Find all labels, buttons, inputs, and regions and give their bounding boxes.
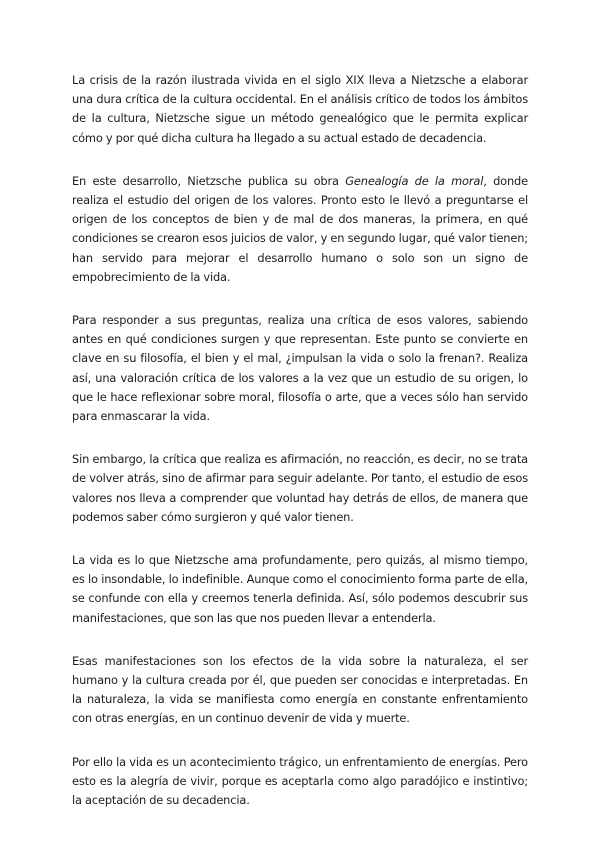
paragraph-genealogia-lead: En este desarrollo, Nietzsche publica su obra [72, 173, 346, 188]
paragraph-manifestaciones: Esas manifestaciones son los efectos de la vida sobre la naturaleza, el ser humano y la cultura creada por él, que pueden ser conocidas e interpretadas. En la naturaleza, la vida se manifiesta como energía en constante enfrentamiento con otras energías, en un continuo devenir de vida y muerte. [72, 653, 528, 726]
book-title-genealogia: Genealogía de la moral [345, 173, 484, 188]
paragraph-genealogia-rest: , donde realiza el estudio del origen de los valores. Pronto esto le llevó a preguntarse el origen de los conceptos de bien y de mal de dos maneras, la primera, en qué condiciones se crearon esos juicios de valor, y en segundo lugar, qué valor tienen; han servido para mejorar el desarrollo humano o solo son un signo de empobrecimiento de la vida. [72, 173, 528, 284]
paragraph-afirmacion: Sin embargo, la crítica que realiza es afirmación, no reacción, es decir, no se trata de volver atrás, sino de afirmar para seguir adelante. Por tanto, el estudio de esos valores nos lleva a comprender que voluntad hay detrás de ellos, de manera que podemos saber cómo surgieron y qué valor tienen. [72, 452, 528, 524]
paragraph-crisis-razon: La crisis de la razón ilustrada vivida en el siglo XIX lleva a Nietzsche a elaborar una dura crítica de la cultura occidental. En el análisis crítico de todos los ámbitos de la cultura, Nietzsche sigue un método genealógico que le permita explicar cómo y por qué dicha cultura ha llegado a su actual estado de decadencia. [72, 73, 528, 145]
paragraph-acontecimiento-tragico: Por ello la vida es un acontecimiento trágico, un enfrentamiento de energías. Pero esto es la alegría de vivir, porque es aceptarla como algo paradójico e instintivo; la aceptación de su decadencia. [72, 754, 528, 808]
document-body [72, 71, 528, 834]
paragraph-genealogia [72, 172, 528, 287]
paragraph-vida-insondable: La vida es lo que Nietzsche ama profundamente, pero quizás, al mismo tiempo, es lo insondable, lo indefinible. Aunque como el conocimiento forma parte de ella, se confunde con ella y creemos tenerla definida. Así, sólo podemos descubrir sus manifestaciones, que son las que nos pueden llevar a entenderla. [72, 553, 528, 625]
paragraph-critica-valores: Para responder a sus preguntas, realiza una crítica de esos valores, sabiendo antes en qué condiciones surgen y que representan. Este punto se convierte en clave en su filosofía, el bien y el mal, ¿impulsan la vida o solo la frenan?. Realiza así, una valoración crítica de los valores a la vez que un estudio de su origen, lo que le hace reflexionar sobre moral, filosofía o arte, que a veces sólo han servido para enmascarar la vida. [72, 313, 528, 424]
